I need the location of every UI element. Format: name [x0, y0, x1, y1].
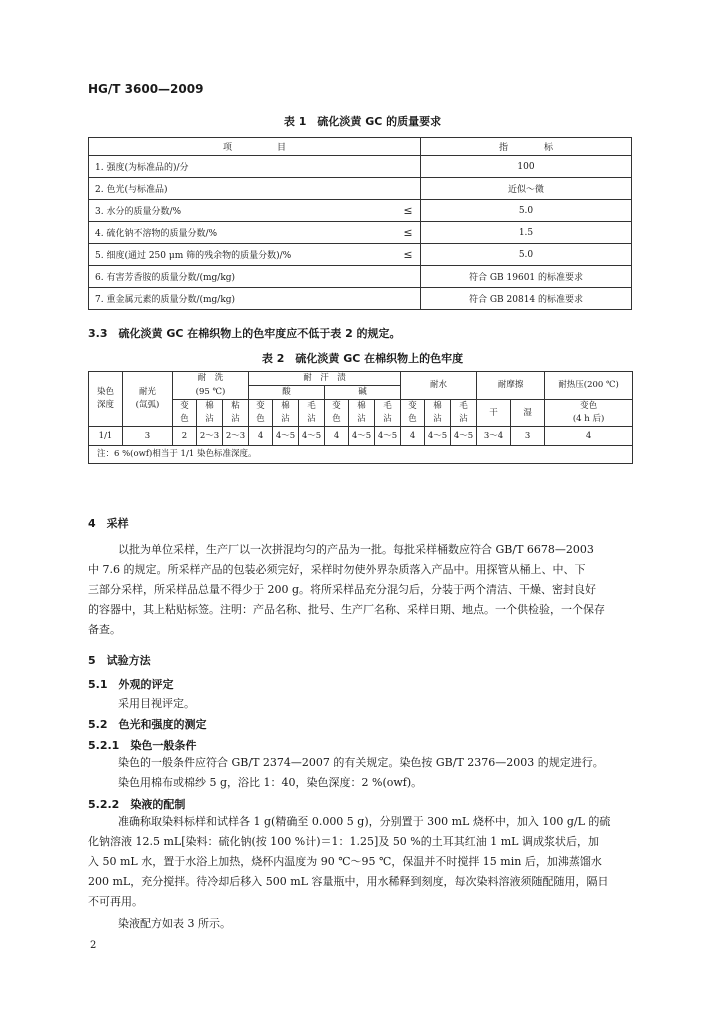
cotton-2: 沾 — [433, 414, 442, 424]
clause-3-3 — [88, 324, 640, 344]
water-change — [401, 400, 425, 427]
hp-time: (4 h 后) — [572, 414, 605, 424]
table-row — [89, 200, 632, 222]
dye-depth-label-1: 染色 — [96, 387, 114, 397]
acid-header: 酸 — [249, 386, 325, 400]
section-5-2-2-line: 化钠溶液 12.5 mL[染料：硫化钠(按 100 %计)＝1：1.25]及 50 %的土耳其红油 1 mL 调成浆状后，加 — [88, 835, 599, 848]
table2-cell: 4 — [545, 427, 633, 446]
viscose-2: 沾 — [231, 414, 240, 424]
table1-le — [396, 156, 421, 178]
section-4-line: 中 7.6 的规定。所采样产品的包装必须完好，采样时勿使外界杂质落入产品中。用探管从桶上、中、下 — [88, 563, 586, 576]
section-4-line: 三部分采样，所采样品总量不得少于 200 g。将所采样品充分混匀后，分装于两个清洁、干燥、密封良好 — [88, 583, 597, 596]
table2-note: 注：6 %(owf)相当于 1/1 染色标准深度。 — [89, 446, 633, 464]
table1-item: 6. 有害芳香胺的质量分数/(mg/kg) — [89, 266, 397, 288]
cotton-1: 棉 — [205, 401, 214, 411]
wash-header: 耐 洗 — [173, 372, 249, 386]
change-1: 变 — [256, 401, 265, 411]
table1-value: 符合 GB 20814 的标准要求 — [421, 288, 632, 310]
color-fastness-table — [88, 371, 633, 464]
table1-value: 符合 GB 19601 的标准要求 — [421, 266, 632, 288]
change-2: 色 — [256, 414, 265, 424]
wool-2: 沾 — [459, 414, 468, 424]
section-5-2-1-line: 染色用棉布或棉纱 5 g，浴比 1：40，染色深度：2 %(owf)。 — [118, 776, 423, 789]
section-5-2-1-title: 5.2.1 染色一般条件 — [88, 739, 197, 752]
section-5-2-2-line: 200 mL，充分搅拌。待冷却后移入 500 mL 容量瓶中，用水稀释到刻度，每次染料溶液须随配随用，隔日 — [88, 875, 609, 888]
table2-cell: 4～5 — [425, 427, 451, 446]
light-header — [123, 372, 173, 427]
table1-value: 100 — [421, 156, 632, 178]
table2-cell: 4～5 — [299, 427, 325, 446]
table1-item: 2. 色光(与标准品) — [89, 178, 397, 200]
table2-cell: 3～4 — [477, 427, 511, 446]
table2-cell: 4 — [325, 427, 349, 446]
table1-caption: 表 1 硫化淡黄 GC 的质量要求 — [283, 115, 442, 128]
rubbing-header: 耐摩擦 — [477, 372, 545, 400]
cotton-2: 沾 — [281, 414, 290, 424]
change-2: 色 — [332, 414, 341, 424]
table1-header-item: 项 目 — [89, 138, 421, 156]
cotton-1: 棉 — [357, 401, 366, 411]
change-2: 色 — [408, 414, 417, 424]
table1-header-indicator: 指 标 — [421, 138, 632, 156]
table2-cell: 4 — [249, 427, 273, 446]
rub-dry: 干 — [477, 400, 511, 427]
acid-change — [249, 400, 273, 427]
section-4-line: 备查。 — [88, 623, 121, 636]
wash-change — [173, 400, 197, 427]
table1-le: ≤ — [396, 244, 421, 266]
table-row — [89, 427, 633, 446]
table1-item: 1. 强度(为标准品的)/分 — [89, 156, 397, 178]
section-5-title: 5 试验方法 — [88, 654, 151, 667]
wool-2: 沾 — [383, 414, 392, 424]
section-4-title: 4 采样 — [88, 517, 129, 530]
clause-3-3-text: 3.3 硫化淡黄 GC 在棉织物上的色牢度应不低于表 2 的规定。 — [88, 327, 401, 340]
cotton-2: 沾 — [357, 414, 366, 424]
alkali-change — [325, 400, 349, 427]
table2-cell: 2～3 — [197, 427, 223, 446]
section-5-2-2-line: 不可再用。 — [88, 895, 143, 908]
table2-cell: 3 — [123, 427, 173, 446]
table1-item: 7. 重金属元素的质量分数/(mg/kg) — [89, 288, 397, 310]
wool-1: 毛 — [383, 401, 392, 411]
table1-le — [396, 288, 421, 310]
table-row — [89, 156, 632, 178]
table2-caption: 表 2 硫化淡黄 GC 在棉织物上的色牢度 — [261, 352, 464, 365]
light-label-2: (氙弧) — [135, 400, 160, 410]
section-5-2-title: 5.2 色光和强度的测定 — [88, 718, 207, 731]
hp-change: 变色 — [580, 401, 598, 411]
light-label-1: 耐光 — [138, 387, 156, 397]
water-cotton — [425, 400, 451, 427]
section-5-1-text: 采用目视评定。 — [118, 697, 195, 710]
table-row — [89, 178, 632, 200]
hotpress-header: 耐热压(200 ℃) — [545, 372, 633, 400]
table1-value: 5.0 — [421, 200, 632, 222]
hotpress-change — [545, 400, 633, 427]
section-5-2-2-line: 准确称取染料标样和试样各 1 g(精确至 0.000 5 g)，分别置于 300 mL 烧杯中，加入 100 g/L 的硫 — [118, 815, 611, 828]
dye-depth-header — [89, 372, 123, 427]
wash-viscose — [223, 400, 249, 427]
section-5-1-title: 5.1 外观的评定 — [88, 678, 174, 691]
table-row — [89, 266, 632, 288]
table2-cell: 4～5 — [451, 427, 477, 446]
table2-cell: 4～5 — [273, 427, 299, 446]
table1-le: ≤ — [396, 222, 421, 244]
acid-wool — [299, 400, 325, 427]
table2-cell: 1/1 — [89, 427, 123, 446]
wool-1: 毛 — [459, 401, 468, 411]
table-row — [89, 288, 632, 310]
section-4-line: 以批为单位采样，生产厂以一次拼混均匀的产品为一批。每批采样桶数应符合 GB/T 6678—2003 — [118, 543, 594, 556]
quality-requirements-table — [88, 137, 632, 310]
water-header: 耐水 — [401, 372, 477, 400]
alkali-wool — [375, 400, 401, 427]
section-4-line: 的容器中，其上粘贴标签。注明：产品名称、批号、生产厂名称、采样日期、地点。一个供检验，一个保存 — [88, 603, 605, 616]
table2-cell: 4～5 — [375, 427, 401, 446]
table-row — [89, 222, 632, 244]
water-wool — [451, 400, 477, 427]
table2-cell: 4～5 — [349, 427, 375, 446]
wool-2: 沾 — [307, 414, 316, 424]
section-5-2-2-end: 染液配方如表 3 所示。 — [118, 917, 231, 930]
standard-header: HG/T 3600—2009 — [88, 82, 204, 96]
perspiration-header: 耐 汗 渍 — [249, 372, 401, 386]
table1-le — [396, 266, 421, 288]
cotton-1: 棉 — [281, 401, 290, 411]
table-row — [89, 244, 632, 266]
wash-temp: (95 ℃) — [173, 386, 249, 400]
acid-cotton — [273, 400, 299, 427]
viscose-1: 粘 — [231, 401, 240, 411]
table1-value: 5.0 — [421, 244, 632, 266]
table1-value: 近似～微 — [421, 178, 632, 200]
table1-le: ≤ — [396, 200, 421, 222]
section-5-2-1-line: 染色的一般条件应符合 GB/T 2374—2007 的有关规定。染色按 GB/T 2376—2003 的规定进行。 — [118, 756, 604, 769]
rub-wet: 湿 — [511, 400, 545, 427]
change-1: 变 — [180, 401, 189, 411]
wash-cotton — [197, 400, 223, 427]
table1-item: 4. 硫化钠不溶物的质量分数/% — [89, 222, 397, 244]
table1-item: 5. 细度(通过 250 μm 筛的残余物的质量分数)/% — [89, 244, 397, 266]
table1-value: 1.5 — [421, 222, 632, 244]
change-2: 色 — [180, 414, 189, 424]
change-1: 变 — [408, 401, 417, 411]
table2-cell: 4 — [401, 427, 425, 446]
table1-item: 3. 水分的质量分数/% — [89, 200, 397, 222]
page-number: 2 — [90, 940, 97, 951]
table1-le — [396, 178, 421, 200]
table2-cell: 3 — [511, 427, 545, 446]
alkali-cotton — [349, 400, 375, 427]
table2-cell: 2 — [173, 427, 197, 446]
dye-depth-label-2: 深度 — [96, 400, 114, 410]
cotton-1: 棉 — [433, 401, 442, 411]
section-5-2-2-line: 入 50 mL 水，置于水浴上加热，烧杯内温度为 90 ℃～95 ℃，保温并不时搅拌 15 min 后，加沸蒸馏水 — [88, 855, 602, 868]
change-1: 变 — [332, 401, 341, 411]
cotton-2: 沾 — [205, 414, 214, 424]
table2-cell: 2～3 — [223, 427, 249, 446]
section-5-2-2-title: 5.2.2 染液的配制 — [88, 798, 186, 811]
wool-1: 毛 — [307, 401, 316, 411]
alkali-header: 碱 — [325, 386, 401, 400]
